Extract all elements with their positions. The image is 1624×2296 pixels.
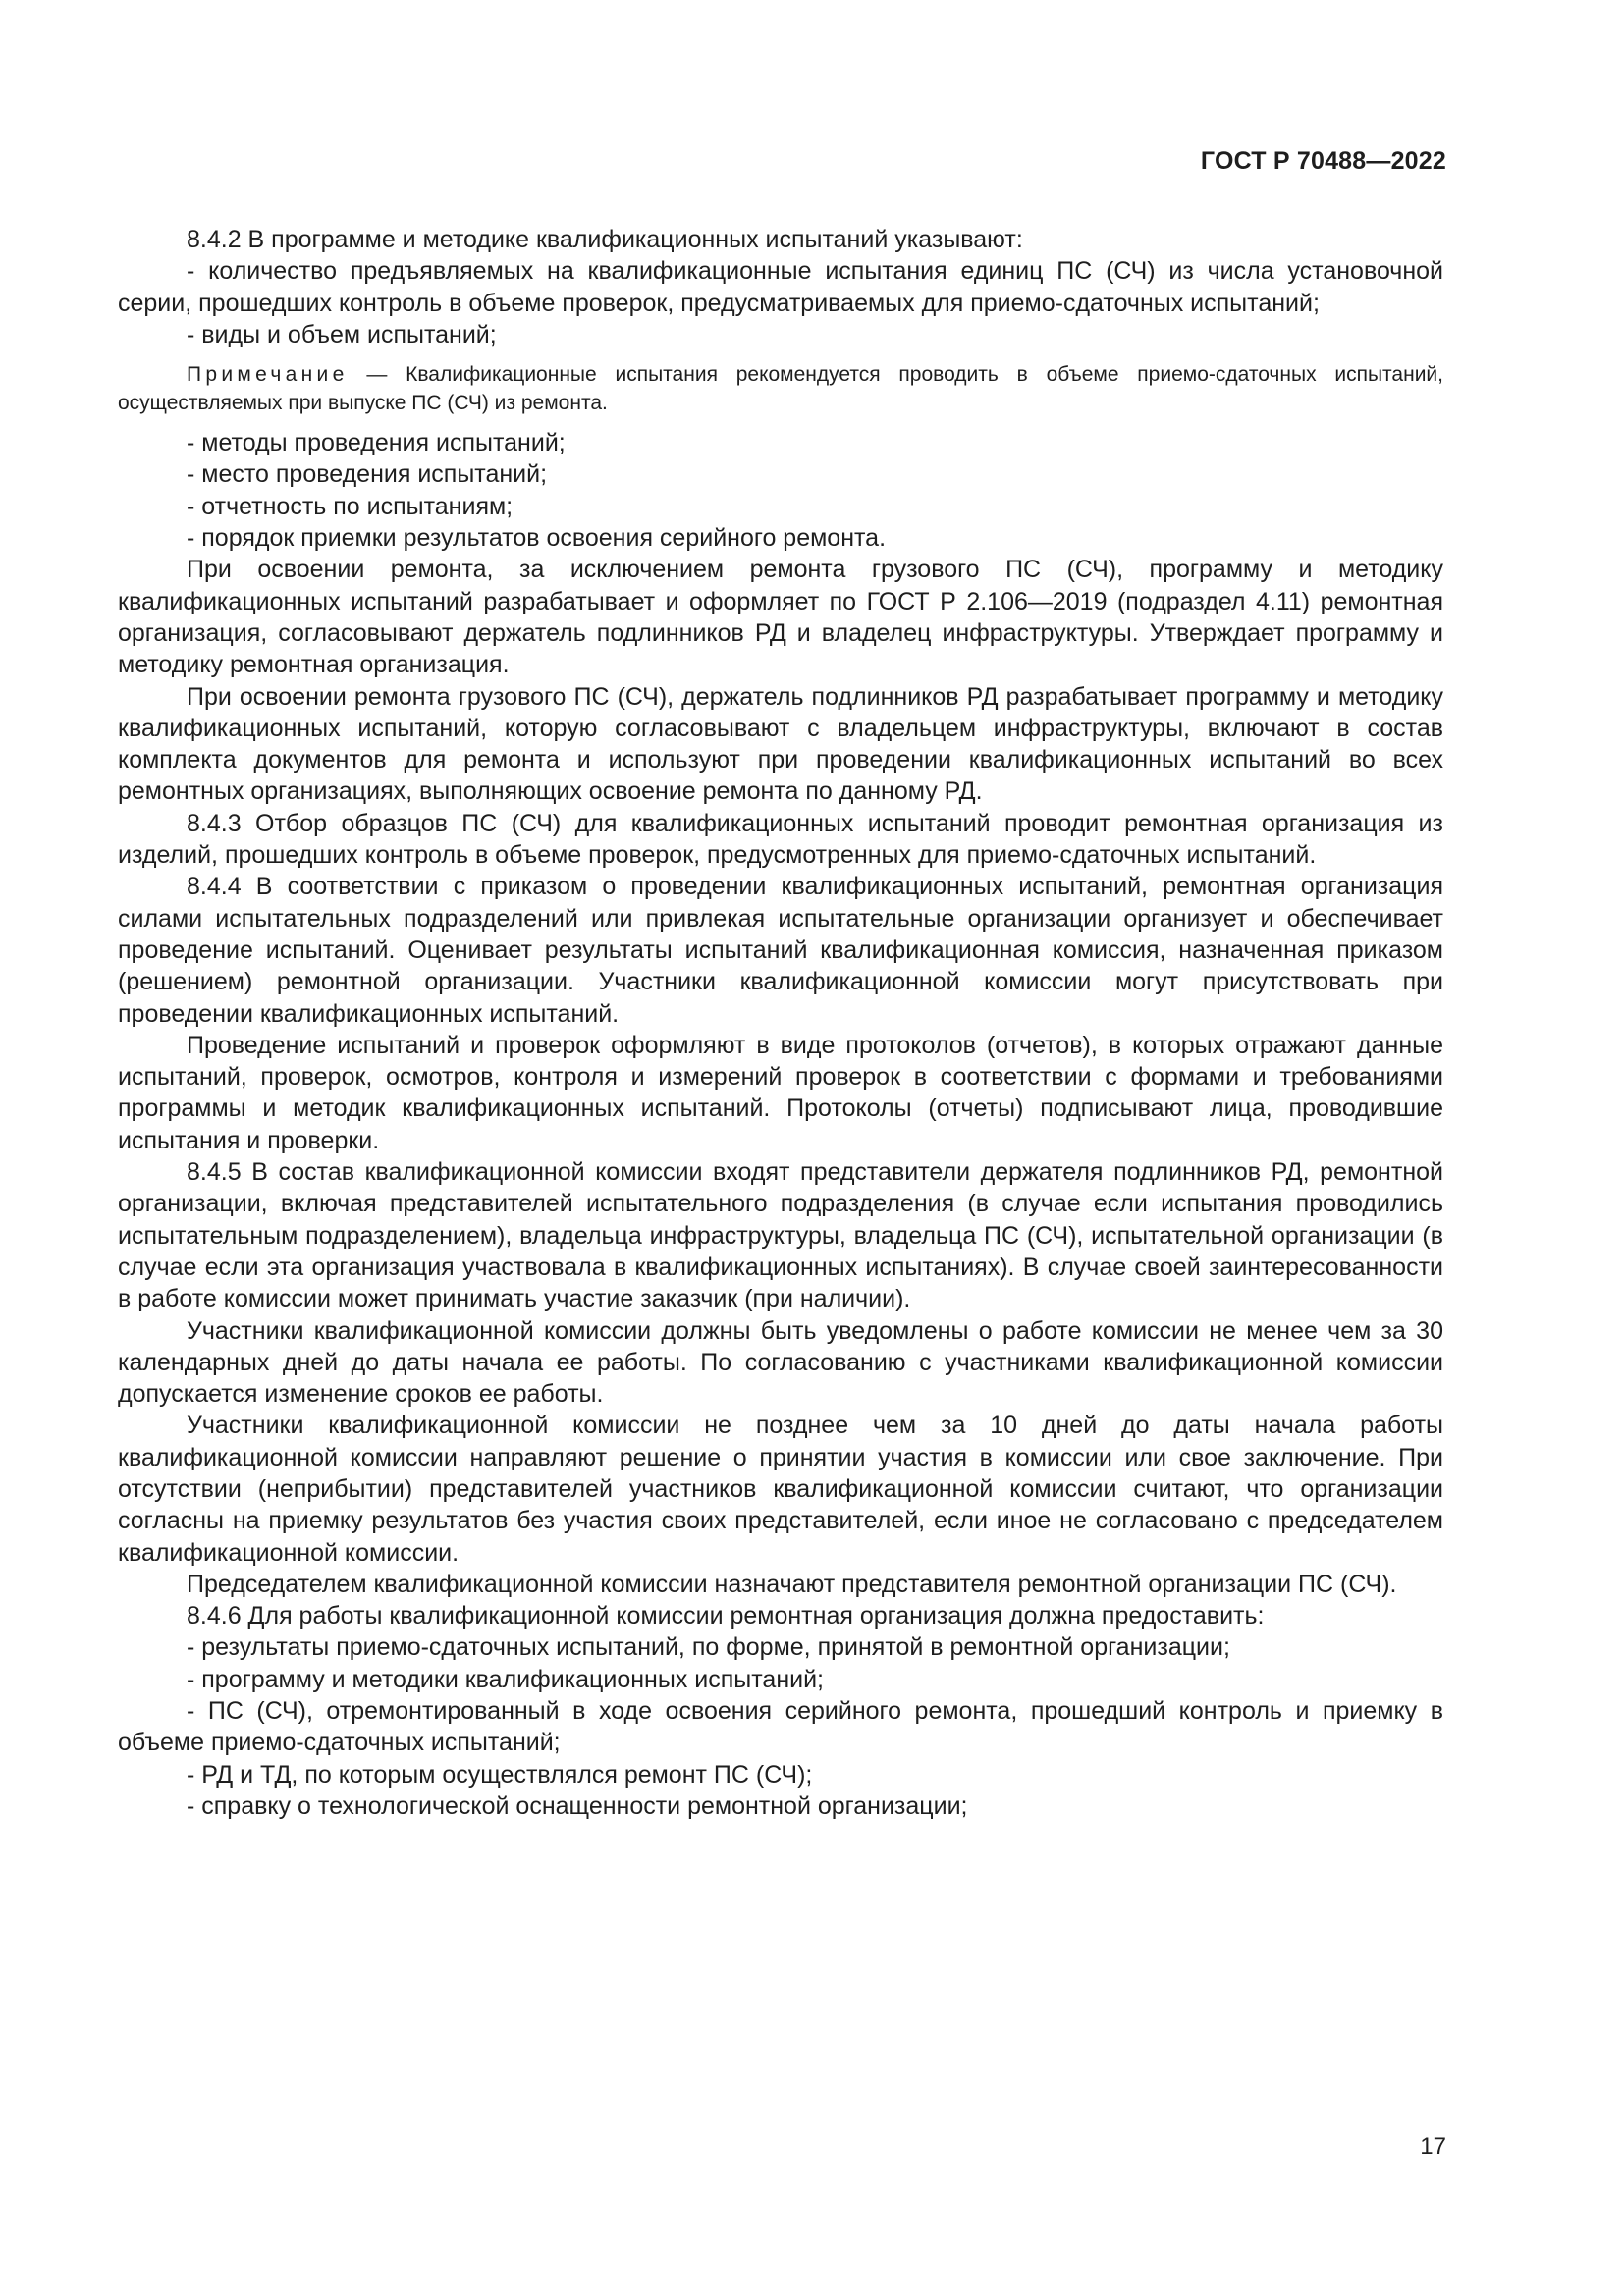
paragraph: При освоении ремонта, за исключением ремонта грузового ПС (СЧ), программу и методику квалификационных испытаний разрабатывает и оформляет по ГОСТ Р 2.106—2019 (подраздел 4.11) ремонтная организация, согласовывают держатель подлинников РД и владелец инфраструктуры. Утверждает программу и методику ремонтная организация. [118,556,1443,679]
list-item: - виды и объем испытаний; [187,320,497,348]
paragraph: Проведение испытаний и проверок оформляют в виде протоколов (отчетов), в которых отражают данные испытаний, проверок, осмотров, контроля и измерений проверок в соответствии с формами и требованиями программы и методик квалификационных испытаний. Протоколы (отчеты) подписывают лица, проводившие испытания и проверки. [118,1031,1443,1154]
list-item: - отчетность по испытаниям; [187,492,514,520]
list-item: - ПС (СЧ), отремонтированный в ходе освоения серийного ремонта, прошедший контроль и приемку в объеме приемо-сдаточных испытаний; [118,1697,1443,1757]
list-item: - место проведения испытаний; [187,460,548,489]
list-item: - РД и ТД, по которым осуществлялся ремонт ПС (СЧ); [187,1760,813,1789]
paragraph: Участники квалификационной комиссии должны быть уведомлены о работе комиссии не менее чем за 30 календарных дней до даты начала ее работы. По согласованию с участниками квалификационной комиссии допускается изменение сроков ее работы. [118,1316,1443,1409]
document-code: ГОСТ Р 70488—2022 [1200,147,1446,175]
paragraph-8-4-6: 8.4.6 Для работы квалификационной комиссии ремонтная организация должна предоставить: [187,1602,1265,1630]
list-item: - результаты приемо-сдаточных испытаний, по форме, принятой в ремонтной организации; [187,1633,1230,1662]
document-body [118,224,1443,1822]
list-item: - программу и методики квалификационных испытаний; [187,1665,824,1693]
note-text: — Квалификационные испытания рекомендуется проводить в объеме приемо-сдаточных испытаний, осуществляемых при выпуске ПС (СЧ) из ремонта. [118,363,1443,415]
paragraph-8-4-3: 8.4.3 Отбор образцов ПС (СЧ) для квалификационных испытаний проводит ремонтная организация из изделий, прошедших контроль в объеме проверок, предусмотренных для приемо-сдаточных испытаний. [118,809,1443,870]
page-number: 17 [1420,2133,1446,2160]
list-item: - методы проведения испытаний; [187,429,566,457]
list-item: - количество предъявляемых на квалификационные испытания единиц ПС (СЧ) из числа установочной серии, прошедших контроль в объеме проверок, предусматриваемых для приемо-сдаточных испытаний; [118,257,1443,317]
note-label: Примечание [187,363,349,387]
list-item: - порядок приемки результатов освоения серийного ремонта. [187,524,887,553]
list-item: - справку о технологической оснащенности ремонтной организации; [187,1791,968,1820]
paragraph-8-4-5: 8.4.5 В состав квалификационной комиссии входят представители держателя подлинников РД, ремонтной организации, включая представителей испытательного подразделения (в случае если испытания проводились испытательным подразделением), владельца инфраструктуры, владельца ПС (СЧ), испытательной организации (в случае если эта организация участвовала в квалификационных испытаниях). В случае своей заинтересованности в работе комиссии может принимать участие заказчик (при наличии). [118,1158,1443,1313]
paragraph: При освоении ремонта грузового ПС (СЧ), держатель подлинников РД разрабатывает программу и методику квалификационных испытаний, которую согласовывают с владельцем инфраструктуры, включают в состав комплекта документов для ремонта и используют при проведении квалификационных испытаний во всех ремонтных организациях, выполняющих освоение ремонта по данному РД. [118,682,1443,806]
paragraph: Председателем квалификационной комиссии назначают представителя ремонтной организации ПС (СЧ). [187,1570,1397,1598]
paragraph-8-4-2: 8.4.2 В программе и методике квалификационных испытаний указывают: [187,226,1023,253]
note [118,360,1443,417]
paragraph-8-4-4: 8.4.4 В соответствии с приказом о проведении квалификационных испытаний, ремонтная организация силами испытательных подразделений или привлекая испытательные организации организует и обеспечивает проведение испытаний. Оценивает результаты испытаний квалификационная комиссия, назначенная приказом (решением) ремонтной организации. Участники квалификационной комиссии могут присутствовать при проведении квалификационных испытаний. [118,873,1443,1028]
paragraph: Участники квалификационной комиссии не позднее чем за 10 дней до даты начала работы квалификационной комиссии направляют решение о принятии участия в комиссии или свое заключение. При отсутствии (неприбытии) представителей участников квалификационной комиссии считают, что организации согласны на приемку результатов без участия своих представителей, если иное не согласовано с председателем квалификационной комиссии. [118,1412,1443,1567]
